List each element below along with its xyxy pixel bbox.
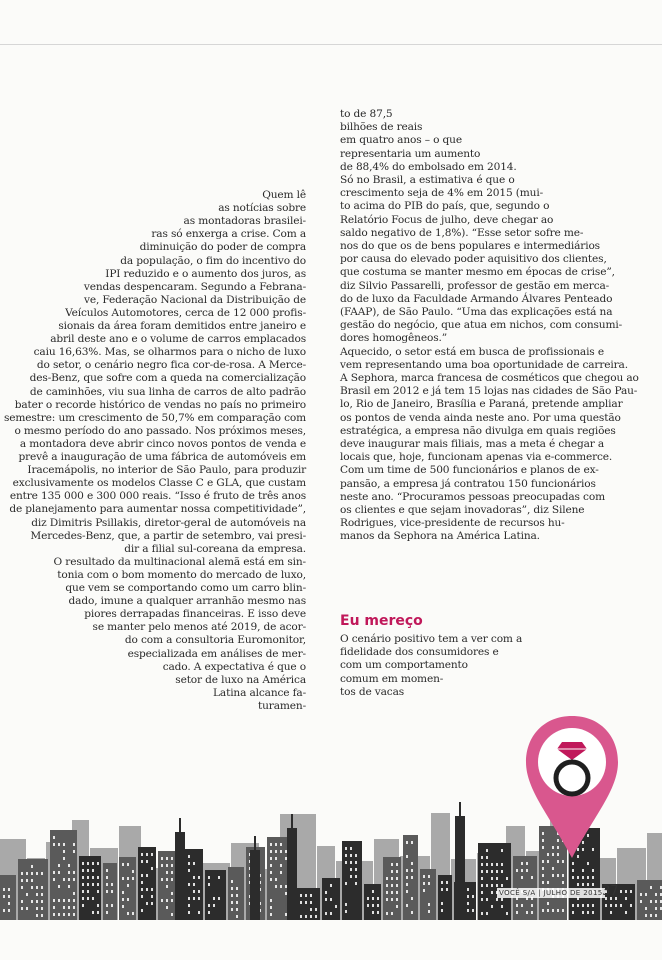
text-line: especializada em análises de mer-	[127, 647, 306, 660]
text-line: bater o recorde histórico de vendas no país no primeiro	[14, 398, 306, 411]
text-line: do setor, o cenário negro fica cor-de-rosa. A Merce-	[36, 359, 306, 372]
tower	[455, 816, 465, 920]
text-line: diz Silvio Passarelli, professor de gestão em merca-	[340, 279, 610, 292]
text-line: nos do que os de bens populares e intermediários	[340, 240, 600, 252]
building	[103, 863, 117, 920]
spire	[254, 836, 256, 850]
building	[438, 875, 452, 920]
text-line: Latina alcance fa-	[213, 686, 306, 699]
building	[364, 884, 381, 920]
text-line: des-Benz, que sofre com a queda na comercialização	[29, 372, 306, 385]
building	[228, 867, 244, 920]
building	[119, 857, 136, 920]
text-line: comum em momen-	[340, 672, 444, 685]
spire	[291, 814, 293, 828]
text-line: entre 135 000 e 300 000 reais. “Isso é fruto de três anos	[9, 490, 306, 503]
text-line: dir a filial sul-coreana da empresa.	[124, 542, 306, 555]
text-line: Só no Brasil, a estimativa é que o	[340, 174, 515, 186]
text-line: manos da Sephora na América Latina.	[340, 530, 540, 543]
text-line: os clientes e que sejam inovadoras”, diz Silene	[340, 504, 585, 516]
text-line: fidelidade dos consumidores e	[340, 646, 499, 659]
text-line: caiu 16,63%. Mas, se olharmos para o nicho de luxo	[33, 346, 306, 359]
text-line: que vem se comportando como um carro blin-	[65, 582, 306, 594]
ring-location-pin-icon	[520, 712, 624, 862]
building	[79, 856, 101, 920]
text-line: bilhões de reais	[340, 121, 423, 134]
text-line: gestão do negócio, que atua em nichos, com consumi-	[340, 319, 623, 332]
text-line: tos de vacas	[340, 685, 405, 698]
text-line: setor de luxo na América	[175, 673, 306, 686]
text-line: vendas despencaram. Segundo a Febrana-	[83, 280, 306, 293]
text-line: diminuição do poder de compra	[139, 241, 306, 254]
text-line: por causa do elevado poder aquisitivo dos clientes,	[340, 253, 607, 266]
text-line: de planejamento para aumentar nossa competitividade”,	[9, 503, 306, 516]
text-line: Mercedes-Benz, que, a partir de setembro, vai presi-	[30, 529, 306, 542]
building	[138, 847, 156, 920]
text-line: exclusivamente os modelos Classe C e GLA, que custam	[12, 477, 306, 490]
footer-publication: VOCÊ S/A | JULHO DE 2015	[499, 889, 603, 897]
text-line: O resultado da multinacional alemã está em sin-	[53, 555, 306, 568]
text-line: vem representando uma boa oportunidade de carreira.	[340, 358, 628, 371]
text-line: o mesmo período do ano passado. Nos próximos meses,	[14, 424, 306, 437]
text-line: Com um time de 500 funcionários e planos de ex-	[340, 464, 599, 477]
text-line: as montadoras brasilei-	[183, 215, 306, 228]
text-line: dores homogêneos.”	[340, 332, 447, 345]
text-line: A Sephora, marca francesa de cosméticos que chegou ao	[340, 372, 639, 384]
text-line: piores derrapadas financeiras. E isso deve	[84, 608, 306, 621]
text-line: crescimento seja de 4% em 2015 (mui-	[340, 187, 544, 200]
text-line: saldo negativo de 1,8%). “Esse setor sofre me-	[340, 226, 584, 239]
tower	[175, 832, 185, 920]
text-line: da população, o fim do incentivo do	[120, 254, 306, 267]
text-line: semestre: um crescimento de 50,7% em comparação com	[3, 411, 306, 424]
spire	[179, 818, 181, 832]
text-line: IPI reduzido e o aumento dos juros, as	[105, 267, 306, 280]
tower	[250, 850, 260, 920]
text-line: to acima do PIB do país, que, segundo o	[340, 200, 550, 213]
text-line: neste ano. “Procuramos pessoas preocupadas com	[340, 490, 605, 503]
text-line: cado. A expectativa é que o	[162, 660, 306, 673]
subhead-title: Eu mereço	[340, 613, 423, 629]
text-line: prevê a inauguração de uma fábrica de automóveis em	[18, 451, 306, 463]
text-line: turamen-	[258, 699, 306, 712]
text-line: representaria um aumento	[340, 147, 481, 160]
text-line: deve inaugurar mais filiais, mas a meta é chegar a	[340, 438, 605, 450]
text-line: os pontos de venda ainda neste ano. Por uma questão	[340, 411, 621, 424]
top-rule	[0, 44, 662, 45]
text-line: pansão, a empresa já contratou 150 funcionários	[340, 477, 596, 490]
text-line: abril deste ano e o volume de carros emplacados	[50, 333, 306, 346]
text-line: locais que, hoje, funcionam apenas via e-commerce.	[340, 451, 613, 464]
text-line: Quem lê	[262, 189, 306, 201]
text-line: do de luxo da Faculdade Armando Álvares Penteado	[340, 292, 613, 305]
tower	[287, 828, 297, 920]
text-line: ras só enxerga a crise. Com a	[151, 228, 306, 241]
building	[18, 859, 48, 920]
text-line: as notícias sobre	[218, 202, 306, 215]
text-line: dado, imune a qualquer arranhão mesmo nas	[68, 595, 306, 608]
text-line: ve, Federação Nacional da Distribuição de	[83, 293, 306, 306]
text-line: estratégica, a empresa não divulga em quais regiões	[340, 424, 616, 437]
text-line: se manter pelo menos até 2019, de acor-	[92, 621, 306, 634]
text-line: de 88,4% do embolsado em 2014.	[340, 160, 517, 173]
page-number: 37	[602, 884, 619, 899]
text-line: com um comportamento	[340, 659, 468, 672]
text-line: Iracemápolis, no interior de São Paulo, para produzir	[27, 464, 306, 477]
text-line: tonia com o bom momento do mercado de luxo,	[57, 568, 306, 581]
building	[403, 835, 418, 920]
text-line: de caminhões, viu sua linha de carros de alto padrão	[29, 385, 306, 398]
text-line: diz Dimitris Psillakis, diretor-geral de automóveis na	[31, 516, 306, 529]
text-line: que costuma se manter mesmo em épocas de crise”,	[340, 266, 615, 279]
text-line: (FAAP), de São Paulo. “Uma das explicações está na	[340, 306, 613, 318]
text-line: to de 87,5	[340, 108, 393, 120]
building	[383, 857, 401, 920]
building	[342, 841, 362, 920]
text-line: sionais da área foram demitidos entre janeiro e	[58, 320, 306, 332]
text-line: a montadora deve abrir cinco novos pontos de venda e	[19, 437, 306, 450]
building	[478, 843, 511, 920]
text-line: Veículos Automotores, cerca de 12 000 profis-	[65, 306, 306, 319]
text-line: em quatro anos – o que	[340, 134, 462, 147]
text-line: Relatório Focus de julho, deve chegar ao	[340, 213, 554, 226]
text-line: do com a consultoria Euromonitor,	[124, 634, 306, 647]
text-line: Rodrigues, vice-presidente de recursos hu-	[340, 517, 565, 530]
text-line: Aquecido, o setor está em busca de profissionais e	[340, 345, 604, 358]
spire	[459, 802, 461, 816]
text-line: Brasil em 2012 e já tem 15 lojas nas cidades de São Pau-	[340, 385, 638, 398]
text-line: O cenário positivo tem a ver com a	[340, 633, 523, 645]
text-line: lo, Rio de Janeiro, Brasília e Paraná, pretende ampliar	[340, 398, 623, 411]
